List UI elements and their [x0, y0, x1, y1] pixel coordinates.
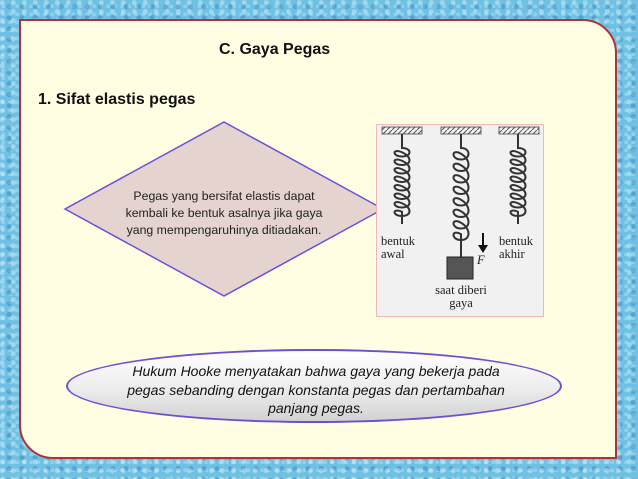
hooke-law-text — [92, 362, 540, 418]
subsection-title: 1. Sifat elastis pegas — [38, 91, 196, 108]
spring-stretched — [454, 134, 469, 248]
label-force: F — [477, 253, 485, 267]
spring-figure — [376, 124, 544, 317]
definition-line: Pegas yang bersifat elastis dapat — [133, 189, 315, 203]
section-title: C. Gaya Pegas — [219, 41, 331, 58]
definition-line: yang mempengaruhinya ditiadakan. — [126, 223, 322, 237]
label-initial-shape: bentuk awal — [381, 234, 416, 261]
definition-line: kembali ke bentuk asalnya jika gaya — [125, 206, 323, 220]
definition-text — [104, 188, 344, 239]
spring-initial — [395, 134, 410, 224]
spring-final — [511, 134, 526, 224]
label-when-forced: saat diberi gaya — [435, 283, 487, 310]
label-final-shape: bentuk akhir — [499, 234, 534, 261]
hooke-line: panjang pegas. — [268, 400, 364, 416]
hooke-line: Hukum Hooke menyatakan bahwa gaya yang bekerja pada — [132, 363, 500, 379]
hooke-line: pegas sebanding dengan konstanta pegas dan pertambahan — [127, 381, 505, 398]
